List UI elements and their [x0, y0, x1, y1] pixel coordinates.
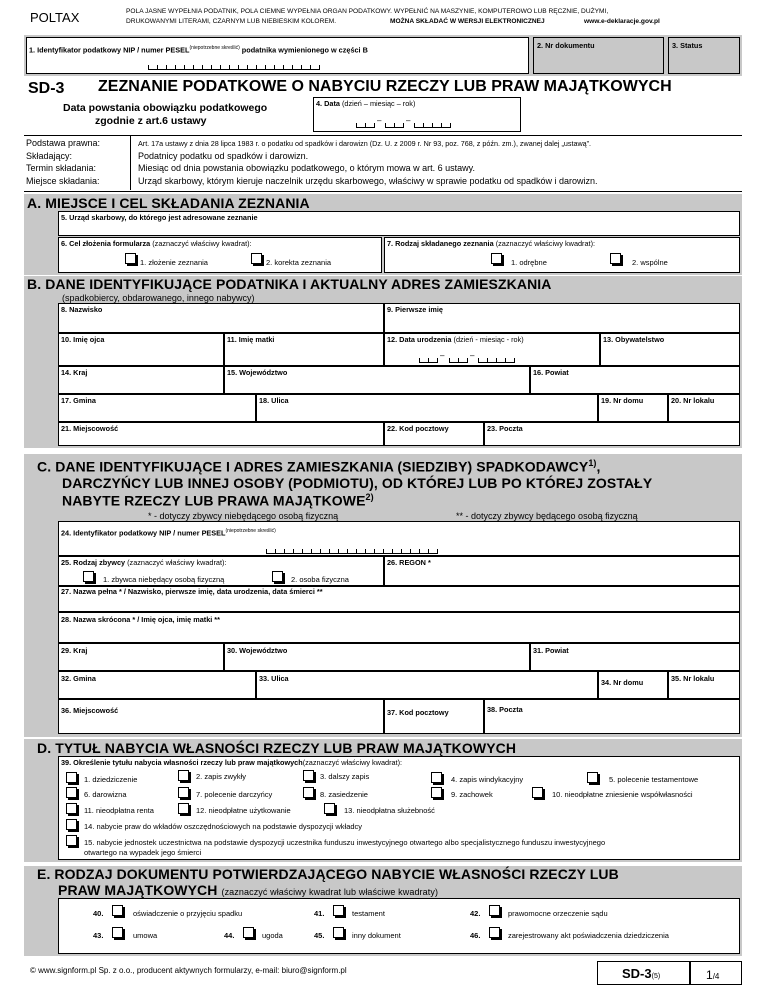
f39-option-6: 6. darowizna — [84, 790, 127, 799]
section-e-document-box — [58, 898, 740, 954]
electronic-note: MOŻNA SKŁADAĆ W WERSJI ELEKTRONICZNEJ — [390, 18, 545, 25]
e-item-43-num: 43. — [93, 931, 104, 940]
field-12-comb-year — [478, 357, 515, 363]
f25-option-1: 1. zbywca niebędący osobą fizyczną — [103, 575, 225, 584]
field-24-comb — [266, 548, 438, 554]
field-26-label: 26. REGON * — [387, 558, 431, 567]
footer-copyright: © www.signform.pl Sp. z o.o., producent aktywnych formularzy, e-mail: biuro@signform.pl — [30, 966, 347, 975]
legal-key-2: Składający: — [26, 151, 73, 161]
field-14-label: 14. Kraj — [61, 368, 88, 377]
legal-key-3: Termin składania: — [26, 163, 97, 173]
section-c-title-2: DARCZYŃCY LUB INNEJ OSOBY (PODMIOTU), OD KTÓREJ LUB PO KTÓREJ ZOSTAŁY — [62, 475, 653, 491]
instruction-line-1: POLA JASNE WYPEŁNIA PODATNIK, POLA CIEMNE WYPEŁNIA ORGAN PODATKOWY. WYPEŁNIĆ NA MASZYNIE, KOMPUTEROWO LUB RĘCZNIE, DUŻYMI, — [126, 8, 609, 15]
field-39-label: 39. Określenie tytułu nabycia własności rzeczy lub praw majątkowych(zaznaczyć właściwy kwadrat): — [61, 758, 403, 767]
field-5-label: 5. Urząd skarbowy, do którego jest adresowane zeznanie — [61, 213, 258, 222]
f39-checkbox-8[interactable] — [303, 787, 314, 798]
section-e-title-1: E. RODZAJ DOKUMENTU POTWIERDZAJĄCEGO NABYCIE WŁASNOŚCI RZECZY LUB — [37, 866, 619, 882]
field-10-label: 10. Imię ojca — [61, 335, 105, 344]
field-23-label: 23. Poczta — [487, 424, 523, 433]
field-29-label: 29. Kraj — [61, 646, 88, 655]
footer-page-number: 1/4 — [706, 968, 720, 982]
e-item-42-num: 42. — [470, 909, 481, 918]
field-7-label: 7. Rodzaj składanego zeznania (zaznaczyć właściwy kwadrat): — [387, 239, 596, 248]
f39-option-11: 11. nieodpłatna renta — [84, 806, 154, 815]
section-c-note-2: ** - dotyczy zbywcy będącego osobą fizyczną — [456, 511, 638, 521]
field-31-label: 31. Powiat — [533, 646, 569, 655]
section-e-title-2: PRAW MAJĄTKOWYCH (zaznaczyć właściwy kwadrat lub właściwe kwadraty) — [58, 882, 439, 898]
field-27-label: 27. Nazwa pełna * / Nazwisko, pierwsze imię, data urodzenia, data śmierci ** — [61, 587, 323, 596]
field-8-label: 8. Nazwisko — [61, 305, 103, 314]
field-30-label: 30. Województwo — [227, 646, 288, 655]
f39-option-15: 15. nabycie jednostek uczestnictwa na podstawie dyspozycji uczestnika funduszu inwestycyjnego otwartego albo specjalistycznego funduszu inwestycyjnego — [84, 838, 606, 847]
field-33-label: 33. Ulica — [259, 674, 289, 683]
field-6-label: 6. Cel złożenia formularza (zaznaczyć właściwy kwadrat): — [61, 239, 252, 248]
instruction-line-2: DRUKOWANYMI LITERAMI, CZARNYM LUB NIEBIESKIM KOLOREM. — [126, 18, 337, 25]
field-26-regon[interactable] — [384, 556, 740, 586]
section-b-subtitle: (spadkobiercy, obdarowanego, innego nabywcy) — [62, 293, 255, 303]
e-item-45-checkbox[interactable] — [333, 927, 344, 938]
e-item-40-label: oświadczenie o przyjęciu spadku — [133, 909, 243, 918]
field-8-surname[interactable] — [58, 303, 384, 333]
f39-option-15-cont: otwartego na wypadek jego śmierci — [84, 848, 202, 857]
f39-checkbox-6[interactable] — [66, 787, 77, 798]
e-item-43-checkbox[interactable] — [112, 927, 123, 938]
legal-value-4: Urząd skarbowy, którym kieruje naczelnik urzędu skarbowego, właściwy w sprawie podatku od spadków i darowizn. — [138, 176, 598, 186]
brand-logo-text: POLTAX — [30, 10, 80, 25]
field-24-label: 24. Identyfikator podatkowy NIP / numer $PESEL^{(niepotrzebne skreślić)}$ — [61, 528, 276, 538]
field-4-label: 4. Data (dzień – miesiąc – rok) — [316, 99, 416, 108]
legal-value-1: Art. 17a ustawy z dnia 28 lipca 1983 r. o podatku od spadków i darowizn (Dz. U. z 2009 r. Nr 93, poz. 768, z późn. zm.), zwanej dalej „ustawą”. — [138, 139, 592, 148]
footer-form-code: SD-3(5) — [622, 966, 661, 981]
f39-option-4: 4. zapis windykacyjny — [451, 775, 524, 784]
f39-checkbox-3[interactable] — [303, 770, 314, 781]
e-item-40-checkbox[interactable] — [112, 905, 123, 916]
field-22-label: 22. Kod pocztowy — [387, 424, 449, 433]
date-caption-1: Data powstania obowiązku podatkowego — [63, 102, 268, 114]
f39-option-9: 9. zachowek — [451, 790, 493, 799]
section-d-title: D. TYTUŁ NABYCIA WŁASNOŚCI RZECZY LUB PRAW MAJĄTKOWYCH — [37, 740, 517, 756]
e-item-44-label: ugoda — [262, 931, 283, 940]
f7-option-2: 2. wspólne — [632, 258, 668, 267]
f6-option-1: 1. złożenie zeznania — [140, 258, 208, 267]
f39-checkbox-2[interactable] — [178, 770, 189, 781]
f6-option-2: 2. korekta zeznania — [266, 258, 332, 267]
f39-checkbox-4[interactable] — [431, 772, 442, 783]
field-37-label: 37. Kod pocztowy — [387, 708, 449, 717]
f6-checkbox-1[interactable] — [125, 253, 136, 264]
e-item-41-label: testament — [352, 909, 385, 918]
field-32-label: 32. Gmina — [61, 674, 96, 683]
f39-checkbox-10[interactable] — [532, 787, 543, 798]
field-34-label: 34. Nr domu — [601, 678, 644, 687]
f39-option-14: 14. nabycie praw do wkładów oszczędnościowych na podstawie dyspozycji wkładcy — [84, 822, 363, 831]
f39-option-8: 8. zasiedzenie — [320, 790, 368, 799]
f39-option-7: 7. polecenie darczyńcy — [196, 790, 273, 799]
form-title: ZEZNANIE PODATKOWE O NABYCIU RZECZY LUB PRAW MAJĄTKOWYCH — [98, 78, 672, 95]
date-dash: – — [470, 351, 475, 360]
legal-value-3: Miesiąc od dnia powstania obowiązku podatkowego, o którym mowa w art. 6 ustawy. — [138, 163, 475, 173]
f39-checkbox-14[interactable] — [66, 819, 77, 830]
f25-checkbox-1[interactable] — [83, 571, 94, 582]
field-20-label: 20. Nr lokalu — [671, 396, 715, 405]
e-item-46-checkbox[interactable] — [489, 927, 500, 938]
field-21-label: 21. Miejscowość — [61, 424, 119, 433]
field-19-label: 19. Nr domu — [601, 396, 644, 405]
field-12-label: 12. Data urodzenia (dzień - miesiąc - rok) — [387, 335, 524, 344]
field-15-label: 15. Województwo — [227, 368, 288, 377]
f25-checkbox-2[interactable] — [272, 571, 283, 582]
f39-option-12: 12. nieodpłatne użytkowanie — [196, 806, 291, 815]
website-link[interactable]: www.e-deklaracje.gov.pl — [584, 18, 660, 25]
e-item-46-num: 46. — [470, 931, 481, 940]
e-item-44-checkbox[interactable] — [243, 927, 254, 938]
field-9-label: 9. Pierwsze imię — [387, 305, 443, 314]
section-c-note-1: * - dotyczy zbywcy niebędącego osobą fizyczną — [148, 511, 339, 521]
f39-checkbox-15[interactable] — [66, 835, 77, 846]
legal-divider — [130, 135, 131, 190]
field-4-comb-year — [414, 122, 451, 128]
legal-key-1: Podstawa prawna: — [26, 138, 101, 148]
e-item-43-label: umowa — [133, 931, 158, 940]
field-36-label: 36. Miejscowość — [61, 706, 119, 715]
section-c-title-1: C. DANE IDENTYFIKUJĄCE I ADRES ZAMIESZKANIA (SIEDZIBY) SPADKODAWCY$^{1)}$, — [37, 458, 601, 475]
section-c-title-3: NABYTE RZECZY LUB PRAWA MAJĄTKOWE$^{2)}$ — [62, 492, 374, 509]
field-2-label: 2. Nr dokumentu — [537, 41, 595, 50]
field-4-comb-day — [356, 122, 375, 128]
f39-option-2: 2. zapis zwykły — [196, 772, 247, 781]
f6-checkbox-2[interactable] — [251, 253, 262, 264]
field-18-label: 18. Ulica — [259, 396, 289, 405]
f39-checkbox-13[interactable] — [324, 803, 335, 814]
f7-checkbox-2[interactable] — [610, 253, 621, 264]
f39-checkbox-11[interactable] — [66, 803, 77, 814]
f39-checkbox-1[interactable] — [66, 772, 77, 783]
f39-option-3: 3. dalszy zapis — [320, 772, 370, 781]
field-25-label: 25. Rodzaj zbywcy (zaznaczyć właściwy kwadrat): — [61, 558, 227, 567]
legal-key-4: Miejsce składania: — [26, 176, 100, 186]
field-17-label: 17. Gmina — [61, 396, 96, 405]
field-33-street[interactable] — [256, 671, 598, 699]
f39-option-10: 10. nieodpłatne zniesienie współwłasności — [552, 790, 693, 799]
e-item-41-num: 41. — [314, 909, 325, 918]
date-dash: – — [377, 116, 382, 125]
f39-checkbox-7[interactable] — [178, 787, 189, 798]
e-item-42-checkbox[interactable] — [489, 905, 500, 916]
field-12-comb-month — [449, 357, 468, 363]
f39-checkbox-12[interactable] — [178, 803, 189, 814]
field-13-label: 13. Obywatelstwo — [603, 335, 665, 344]
f7-option-1: 1. odrębne — [511, 258, 547, 267]
field-36-city[interactable] — [58, 699, 384, 734]
e-item-44-num: 44. — [224, 931, 235, 940]
f7-checkbox-1[interactable] — [491, 253, 502, 264]
f39-option-1: 1. dziedziczenie — [84, 775, 138, 784]
field-18-street[interactable] — [256, 394, 598, 422]
date-dash: – — [440, 351, 445, 360]
f39-option-5: 5. polecenie testamentowe — [609, 775, 699, 784]
e-item-40-num: 40. — [93, 909, 104, 918]
field-16-label: 16. Powiat — [533, 368, 569, 377]
section-b-title: B. DANE IDENTYFIKUJĄCE PODATNIKA I AKTUALNY ADRES ZAMIESZKANIA — [27, 276, 552, 292]
field-12-comb-day — [419, 357, 438, 363]
f39-checkbox-5[interactable] — [587, 772, 598, 783]
f39-option-13: 13. nieodpłatna służebność — [344, 806, 435, 815]
e-item-41-checkbox[interactable] — [333, 905, 344, 916]
field-4-comb-month — [385, 122, 404, 128]
date-dash: – — [406, 116, 411, 125]
section-a-title: A. MIEJSCE I CEL SKŁADANIA ZEZNANIA — [27, 195, 310, 211]
field-35-label: 35. Nr lokalu — [671, 674, 715, 683]
e-item-45-num: 45. — [314, 931, 325, 940]
date-caption-2: zgodnie z art.6 ustawy — [95, 115, 207, 127]
e-item-42-label: prawomocne orzeczenie sądu — [508, 909, 608, 918]
field-1-label: 1. Identyfikator podatkowy NIP / numer $PESEL^{(niepotrzebne skreślić)}$ podatnika wymienionego w części B — [29, 45, 368, 55]
field-3-label: 3. Status — [672, 41, 703, 50]
field-38-label: 38. Poczta — [487, 705, 523, 714]
legal-value-2: Podatnicy podatku od spadków i darowizn. — [138, 151, 309, 161]
field-28-label: 28. Nazwa skrócona * / Imię ojca, imię matki ** — [61, 615, 220, 624]
e-item-46-label: zarejestrowany akt poświadczenia dziedziczenia — [508, 931, 669, 940]
f39-checkbox-9[interactable] — [431, 787, 442, 798]
field-11-label: 11. Imię matki — [227, 335, 275, 344]
e-item-45-label: inny dokument — [352, 931, 401, 940]
form-code: SD-3 — [28, 80, 65, 97]
f25-option-2: 2. osoba fizyczna — [291, 575, 349, 584]
field-1-comb — [148, 64, 320, 70]
